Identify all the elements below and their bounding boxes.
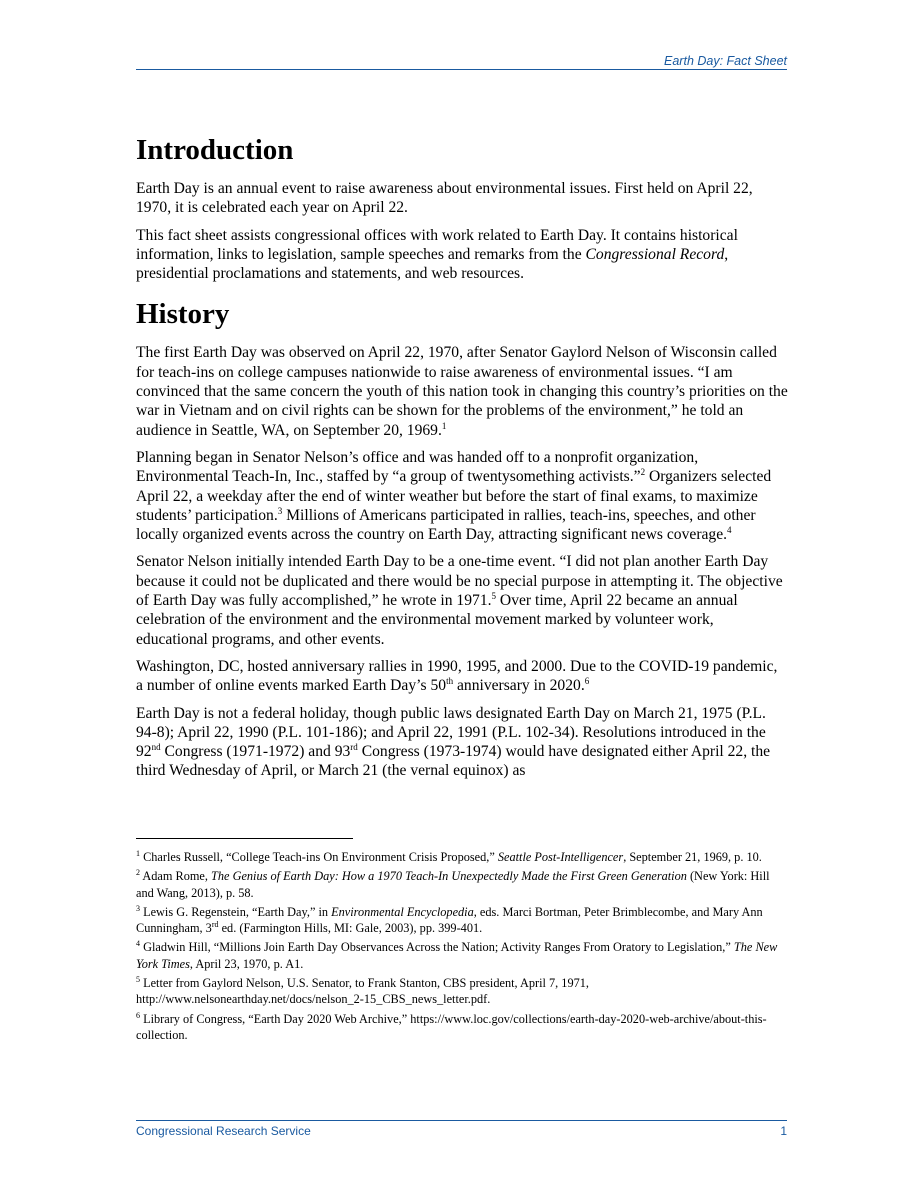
running-header — [136, 54, 787, 70]
page-body — [136, 132, 788, 789]
congressional-record-title: Congressional Record — [585, 245, 725, 263]
footnotes — [136, 849, 786, 1046]
history-paragraph-3: Senator Nelson initially intended Earth Day to be a one-time event. “I did not plan another Earth Day because it could not be duplicated and there would be no special purpose in attempting it. The objective of Earth Day was fully accomplished,” he wrote in 1971.$^5$ Over time, April 22 became an annual celebration of the environment and the environmental movement marked by volunteer work, educational programs, and other events. — [136, 553, 783, 648]
footnote-1: $^1$ Charles Russell, “College Teach-ins On Environment Crisis Proposed,” Seattle Post-Intelligencer, September 21, 1969, p. 10. — [136, 849, 762, 864]
history-paragraph-2: Planning began in Senator Nelson’s office and was handed off to a nonprofit organization, Environmental Teach-In, Inc., staffed by “a group of twentysomething activists.”$^2$ Organizers selected April 22, a weekday after the end of winter weather but before the start of final exams, to maximize students’ participation.$^3$ Millions of Americans participated in rallies, teach-ins, speeches, and other locally organized events across the country on Earth Day, attracting significant news coverage.$^4$ — [136, 448, 772, 544]
footnote-ref-1[interactable]: 1 — [441, 420, 447, 431]
history-paragraph-4: Washington, DC, hosted anniversary rallies in 1990, 1995, and 2000. Due to the COVID-19 pandemic, a number of online events marked Earth Day’s 50th anniversary in 2020.$^6$ — [136, 657, 778, 695]
heading-history: History — [136, 298, 230, 331]
footnote-3: $^3$ Lewis G. Regenstein, “Earth Day,” in Environmental Encyclopedia, eds. Marci Bortman, Peter Brimblecombe, and Mary Ann Cunningham, 3rd ed. (Farmington Hills, MI: Gale, 2003), pp. 399-401. — [136, 903, 763, 936]
running-title: Earth Day: Fact Sheet — [664, 54, 787, 68]
footnote-ref-6[interactable]: 6 — [584, 676, 590, 687]
footnote-4: $^4$ Gladwin Hill, “Millions Join Earth Day Observances Across the Nation; Activity Ranges From Oratory to Legislation,” The New York Times, April 23, 1970, p. A1. — [136, 939, 778, 971]
page-number: 1 — [780, 1124, 787, 1138]
history-paragraph-1: The first Earth Day was observed on April 22, 1970, after Senator Gaylord Nelson of Wisconsin called for teach-ins on college campuses nationwide to raise awareness of environmental issues. “I am convinced that the same concern the youth of this nation took in changing this country’s priorities on the war in Vietnam and on civil rights can be shown for the problems of the environment,” he told an audience in Seattle, WA, on September 20, 1969.$^1$ — [136, 344, 788, 439]
footnote-ref-3[interactable]: 3 — [277, 505, 283, 516]
footnote-ref-4[interactable]: 4 — [727, 525, 732, 536]
footnote-ref-2[interactable]: 2 — [640, 467, 646, 478]
intro-paragraph-2: This fact sheet assists congressional offices with work related to Earth Day. It contains historical information, links to legislation, sample speeches and remarks from the Congressional Record, presidential proclamations and statements, and web resources. — [136, 226, 738, 283]
footnote-ref-5[interactable]: 5 — [491, 591, 497, 602]
footnote-divider — [136, 838, 353, 839]
page-footer — [136, 1120, 787, 1138]
footnote-5: $^5$ Letter from Gaylord Nelson, U.S. Senator, to Frank Stanton, CBS president, April 7, 1971, http://www.nelsonearthday.net/docs/nelson_2-15_CBS_news_letter.pdf. — [136, 975, 589, 1007]
heading-introduction: Introduction — [136, 134, 294, 166]
footer-org: Congressional Research Service — [136, 1124, 311, 1138]
footnote-2: $^2$ Adam Rome, The Genius of Earth Day: How a 1970 Teach-In Unexpectedly Made the First Green Generation (New York: Hill and Wang, 2013), p. 58. — [136, 868, 770, 900]
footnote-6: $^6$ Library of Congress, “Earth Day 2020 Web Archive,” https://www.loc.gov/collections/earth-day-2020-web-archive/about-this-collection. — [136, 1010, 767, 1042]
history-paragraph-5: Earth Day is not a federal holiday, though public laws designated Earth Day on March 21, 1975 (P.L. 94-8); April 22, 1990 (P.L. 101-186); and April 22, 1991 (P.L. 102-34). Resolutions introduced in the 92nd Congress (1971-1972) and 93rd Congress (1973-1974) would have designated either April 22, the third Wednesday of April, or March 21 (the vernal equinox) as — [136, 704, 771, 780]
intro-paragraph-1: Earth Day is an annual event to raise awareness about environmental issues. First held on April 22, 1970, it is celebrated each year on April 22. — [136, 180, 753, 217]
